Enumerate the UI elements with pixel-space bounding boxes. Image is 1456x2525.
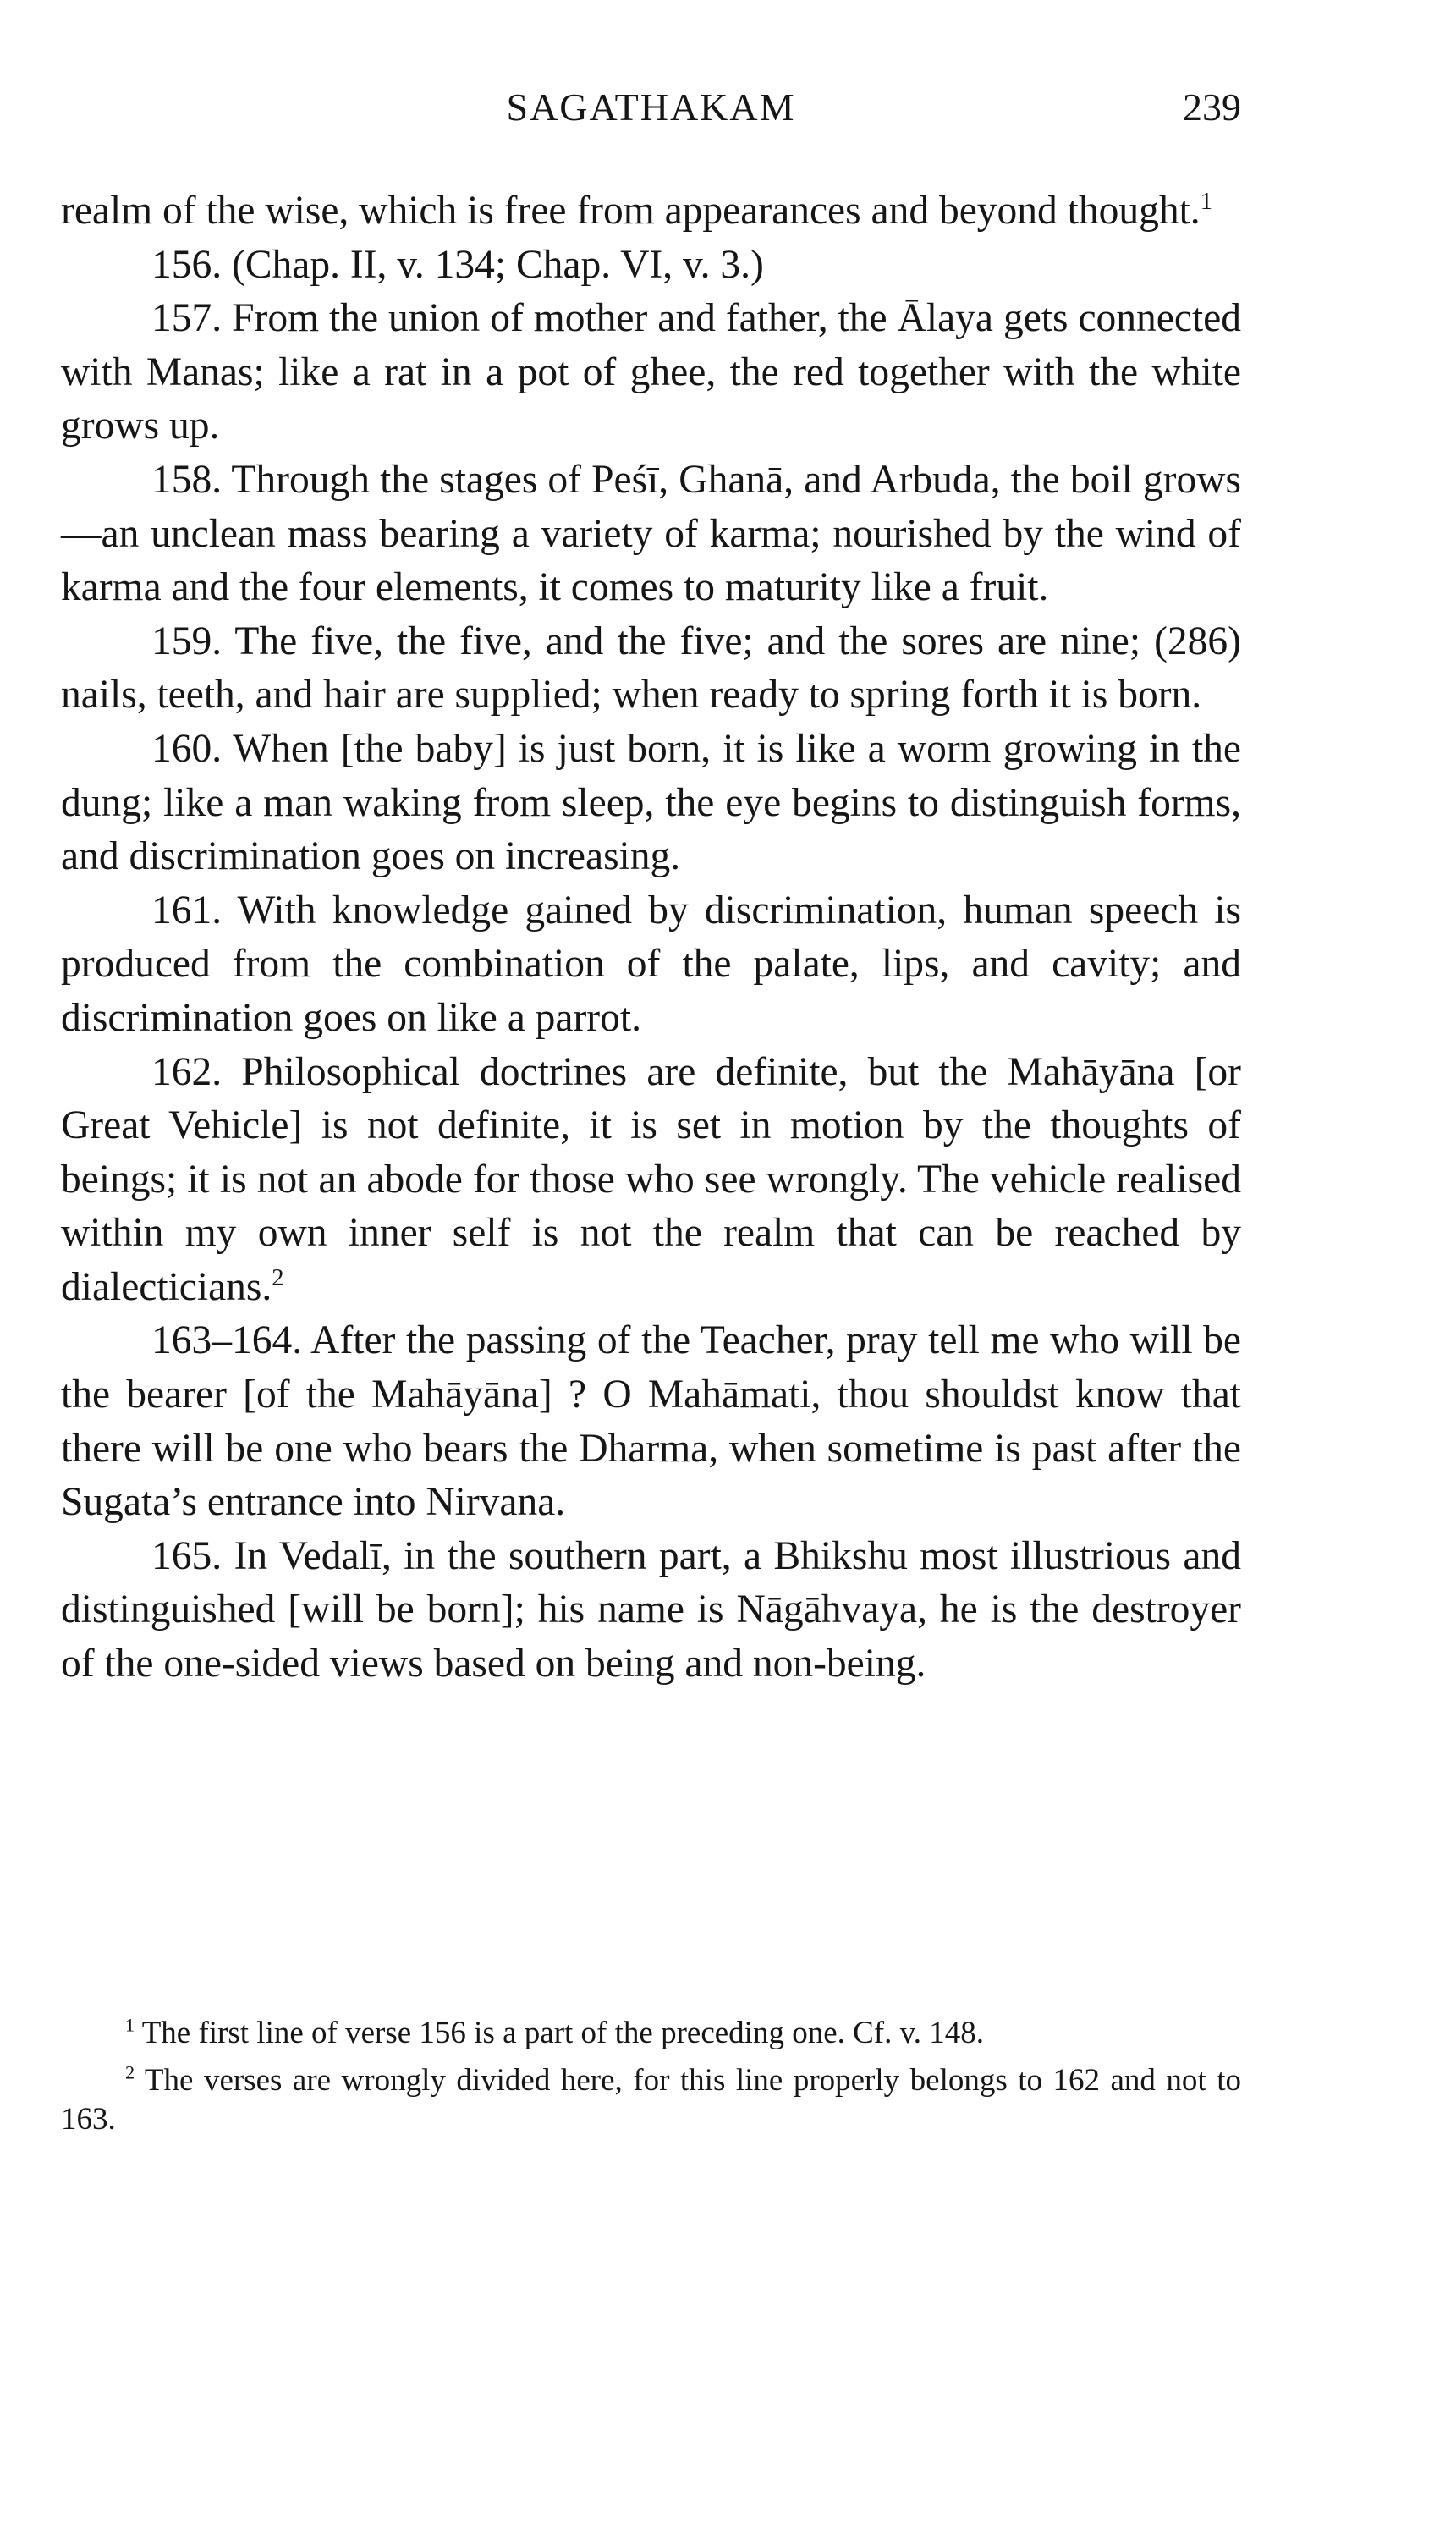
- continuation-text: realm of the wise, which is free from appearances and beyond thought.: [61, 189, 1201, 233]
- verse-162: [61, 1046, 1241, 1315]
- page-number: 239: [1183, 85, 1241, 129]
- continuation-paragraph: [61, 184, 1241, 239]
- running-title: SAGATHAKAM: [506, 85, 796, 129]
- footnote-2-mark: 2: [125, 2061, 135, 2083]
- page-header: [61, 85, 1241, 144]
- verse-156: 156. (Chap. II, v. 134; Chap. VI, v. 3.): [151, 242, 764, 287]
- footnote-2: [61, 2061, 1241, 2139]
- verse-157: 157. From the union of mother and father, the Ālaya gets connected with Manas; like a rat in a pot of ghee, the red together with the white grows up.: [61, 296, 1241, 448]
- footnote-ref-1: 1: [1200, 189, 1212, 216]
- verse-158: 158. Through the stages of Peśī, Ghanā, and Arbuda, the boil grows—an unclean mass bearing a variety of karma; nourished by the wind of karma and the four elements, it comes to maturity like a fruit.: [61, 457, 1241, 610]
- footnote-ref-2: 2: [272, 1265, 284, 1292]
- verse-159: 159. The five, the five, and the five; and the sores are nine; (286) nails, teeth, and hair are supplied; when ready to spring forth it is born.: [61, 619, 1241, 718]
- footnote-1-text: The first line of verse 156 is a part of the preceding one. Cf. v. 148.: [141, 2016, 984, 2050]
- footnote-1-mark: 1: [125, 2014, 135, 2036]
- footnote-1: [61, 2014, 1241, 2053]
- verse-165: 165. In Vedalī, in the southern part, a Bhikshu most illustrious and distinguished [will be born]; his name is Nāgāhvaya, he is the destroyer of the one-sided views based on being and non-being.: [61, 1533, 1241, 1686]
- verse-160: 160. When [the baby] is just born, it is like a worm growing in the dung; like a man waking from sleep, the eye begins to distinguish forms, and discrimination goes on increasing.: [61, 726, 1241, 879]
- verse-163-164: 163–164. After the passing of the Teacher, pray tell me who will be the bearer [of the Mahāyāna] ? O Mahāmati, thou shouldst know that there will be one who bears the Dharma, when sometime is past after the Sugata’s entrance into Nirvana.: [61, 1318, 1241, 1525]
- verse-161: 161. With knowledge gained by discrimination, human speech is produced from the combination of the palate, lips, and cavity; and discrimination goes on like a parrot.: [61, 888, 1241, 1040]
- footnote-2-text: The verses are wrongly divided here, for this line properly belongs to 162 and not to 163.: [61, 2063, 1241, 2137]
- verse-162-text: 162. Philosophical doctrines are definite, but the Mahāyāna [or Great Vehicle] is not definite, it is set in motion by the thoughts of beings; it is not an abode for those who see wrongly. The vehicle realised within my own inner self is not the realm that can be reached by dialecticians.: [61, 1049, 1241, 1309]
- main-text: [61, 184, 1241, 1692]
- footnotes: [61, 2014, 1241, 2148]
